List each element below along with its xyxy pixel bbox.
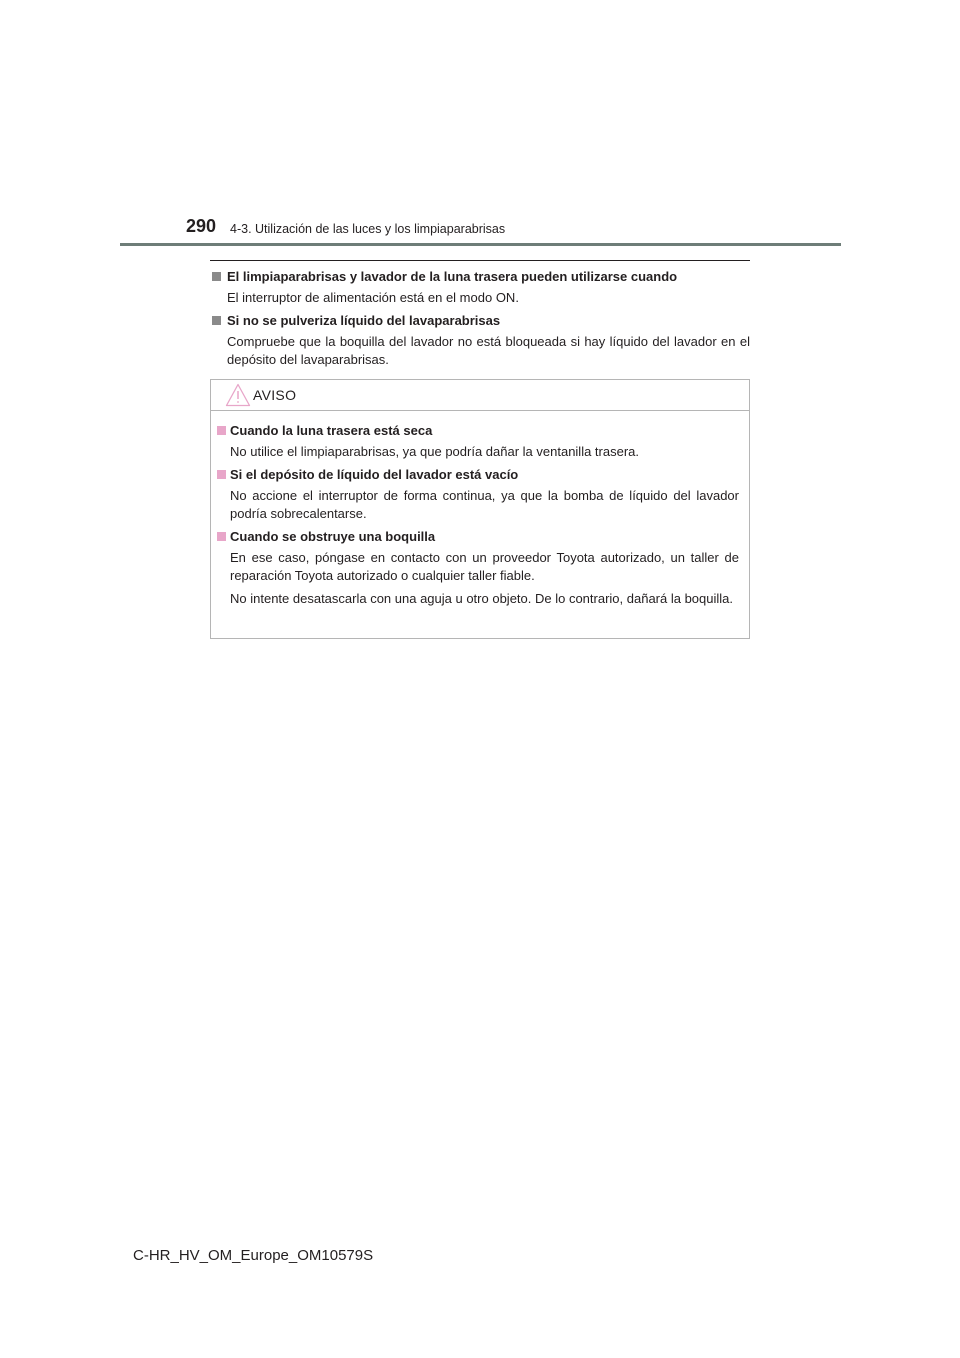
topic-body: El interruptor de alimentación está en el modo ON.	[227, 290, 519, 305]
aviso-topic-deposito-vacio	[211, 466, 739, 523]
aviso-header	[211, 380, 749, 411]
aviso-topic-boquilla-obstruida	[211, 528, 739, 608]
topic-liquido-lavaparabrisas	[210, 312, 750, 369]
topic-title: Cuando se obstruye una boquilla	[230, 529, 436, 544]
topic-body: No utilice el limpiaparabrisas, ya que podría dañar la ventanilla trasera.	[230, 444, 639, 459]
aviso-title: AVISO	[253, 387, 297, 403]
aviso-content	[211, 422, 749, 613]
content-rule	[210, 260, 750, 261]
topic-title: El limpiaparabrisas y lavador de la luna trasera pueden utilizarse cuando	[227, 269, 678, 284]
aviso-box	[210, 379, 750, 639]
square-bullet-icon	[217, 426, 226, 435]
footer-doc-code: C-HR_HV_OM_Europe_OM10579S	[133, 1247, 374, 1264]
topic-body: No accione el interruptor de forma continua, ya que la bomba de líquido del lavador podría sobrecalentarse.	[230, 488, 739, 521]
section-title: 4-3. Utilización de las luces y los limpiaparabrisas	[230, 222, 506, 236]
topic-title: Si no se pulveriza líquido del lavaparabrisas	[227, 313, 501, 328]
main-content	[210, 268, 750, 374]
page-number: 290	[186, 216, 217, 236]
topic-body: Compruebe que la boquilla del lavador no está bloqueada si hay líquido del lavador en el depósito del lavaparabrisas.	[227, 334, 750, 367]
header-rule	[120, 243, 841, 246]
square-bullet-icon	[217, 470, 226, 479]
topic-paragraph: En ese caso, póngase en contacto con un proveedor Toyota autorizado, un taller de reparación Toyota autorizado o cualquier taller fiable.	[230, 550, 739, 583]
square-bullet-icon	[212, 316, 221, 325]
warning-triangle-icon	[225, 383, 251, 407]
topic-body	[211, 549, 739, 608]
topic-limpiaparabrisas-trasero	[210, 268, 750, 307]
square-bullet-icon	[212, 272, 221, 281]
topic-title: Si el depósito de líquido del lavador está vacío	[230, 467, 519, 482]
topic-title: Cuando la luna trasera está seca	[230, 423, 433, 438]
topic-paragraph: No intente desatascarla con una aguja u otro objeto. De lo contrario, dañará la boquilla.	[230, 591, 733, 606]
square-bullet-icon	[217, 532, 226, 541]
aviso-topic-luna-seca	[211, 422, 739, 461]
